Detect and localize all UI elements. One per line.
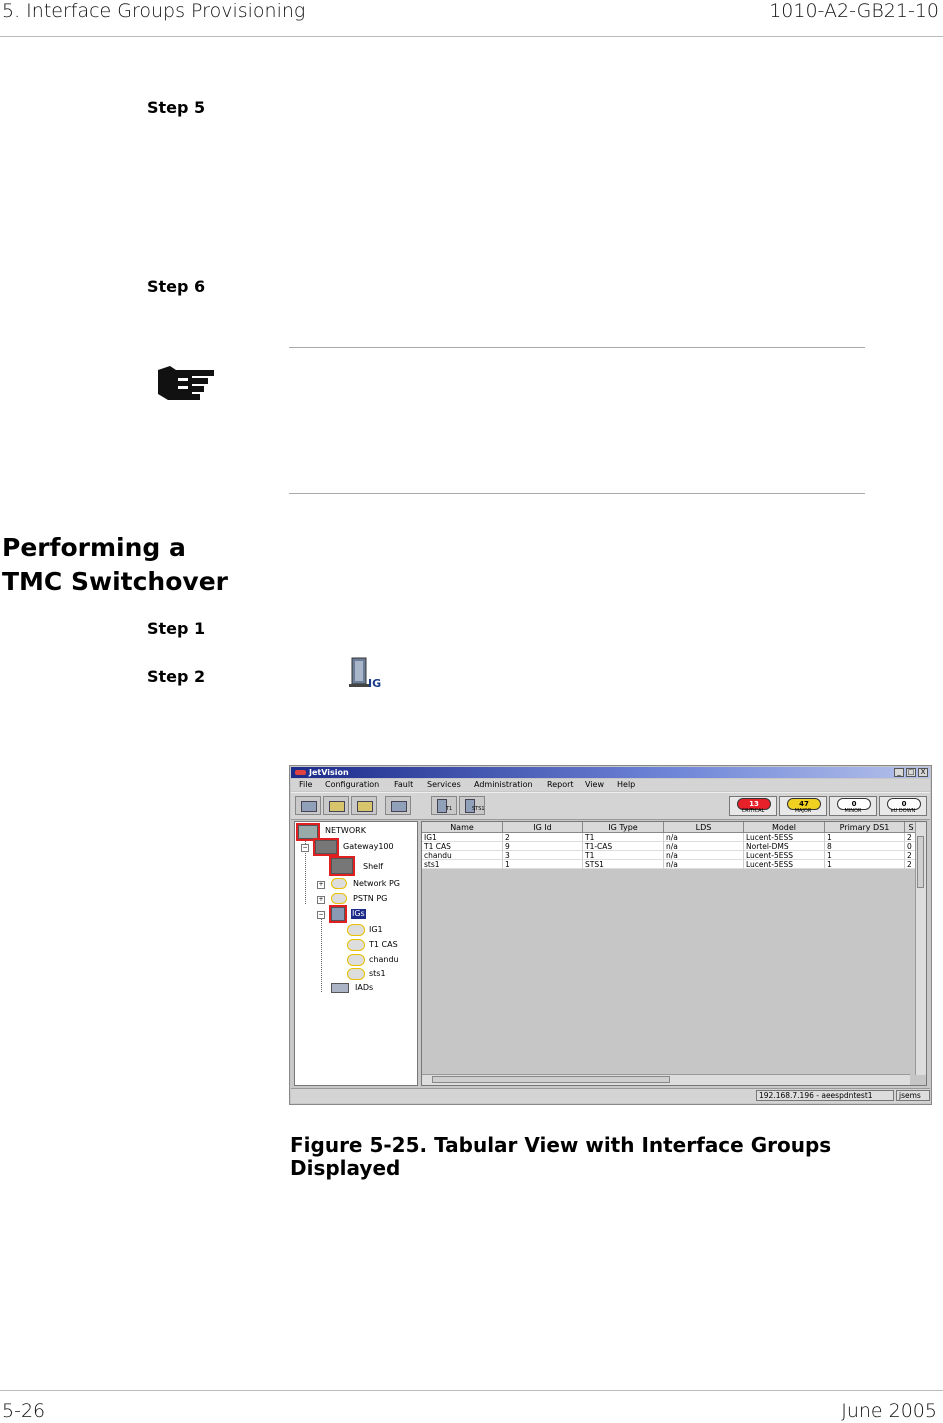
section-heading-line2: TMC Switchover [2, 567, 228, 596]
table-cell[interactable]: T1 CAS [422, 842, 503, 851]
tree-line [321, 912, 322, 992]
interface-groups-table [421, 821, 927, 1086]
maximize-button[interactable]: □ [907, 768, 915, 776]
section-heading-line1: Performing a [2, 533, 186, 562]
collapse-icon[interactable]: − [318, 911, 324, 918]
horizontal-scrollbar[interactable] [422, 1074, 910, 1085]
app-logo-icon [295, 770, 306, 775]
table-cell[interactable]: Lucent-5ESS [744, 833, 825, 842]
table-cell[interactable]: n/a [664, 860, 744, 869]
table-cell[interactable]: T1 [583, 851, 664, 860]
table-cell[interactable]: sts1 [422, 860, 503, 869]
table-cell[interactable]: n/a [664, 851, 744, 860]
column-header-ig-id[interactable]: IG Id [503, 822, 583, 833]
interface-group-icon [347, 656, 385, 690]
window-titlebar [291, 767, 930, 778]
toolbar-sts1-button[interactable] [459, 796, 485, 815]
table-cell[interactable]: 8 [825, 842, 905, 851]
interface-group-icon [347, 954, 365, 966]
interface-group-icon [347, 939, 365, 951]
column-header-model[interactable]: Model [744, 822, 825, 833]
network-icon [298, 825, 318, 839]
running-header-section: 5. Interface Groups Provisioning [2, 0, 306, 22]
alarm-major[interactable] [779, 796, 827, 816]
menu-configuration[interactable]: Configuration [325, 780, 380, 789]
toolbar-open2-button[interactable] [351, 796, 377, 815]
note-bottom-rule [289, 493, 865, 494]
toolbar [291, 792, 930, 820]
toolbar-print-button[interactable] [385, 796, 411, 815]
interface-group-icon [347, 968, 365, 980]
folder-icon [329, 801, 345, 812]
table-cell[interactable]: 2 [905, 833, 918, 842]
scrollbar-thumb[interactable] [432, 1076, 670, 1083]
peer-group-icon [331, 878, 347, 889]
table-cell[interactable]: T1 [583, 833, 664, 842]
figure-caption [290, 1134, 910, 1180]
table-cell[interactable]: 3 [503, 851, 583, 860]
footer-page-number: 5-26 [2, 1400, 46, 1422]
section-heading [2, 531, 228, 599]
table-cell[interactable]: 1 [825, 833, 905, 842]
vertical-scrollbar[interactable] [915, 822, 926, 1075]
table-cell[interactable]: STS1 [583, 860, 664, 869]
tree-node-gateway[interactable]: Gateway100 [343, 842, 394, 851]
folder-icon [357, 801, 373, 812]
scrollbar-thumb[interactable] [917, 836, 924, 888]
table-cell[interactable]: 1 [503, 860, 583, 869]
alarm-minor[interactable] [829, 796, 877, 816]
table-cell[interactable]: IG1 [422, 833, 503, 842]
column-header-s[interactable]: S [905, 822, 918, 833]
alarm-critical[interactable] [729, 796, 777, 816]
table-cell[interactable]: Lucent-5ESS [744, 860, 825, 869]
toolbar-sts1-label: STS1 [472, 806, 485, 812]
shelf-icon [331, 858, 353, 874]
step-1-label: Step 1 [147, 619, 206, 638]
tree-node-iads[interactable]: IADs [355, 983, 374, 992]
menu-view[interactable]: View [585, 780, 604, 789]
ig-folder-icon [331, 907, 345, 921]
step-6-label: Step 6 [147, 277, 206, 296]
tree-node-igs[interactable]: IGs [352, 909, 365, 918]
alarm-major-count: 47 [787, 798, 821, 810]
table-cell[interactable]: 2 [905, 860, 918, 869]
table-cell[interactable]: 0 [905, 842, 918, 851]
menu-help[interactable]: Help [617, 780, 636, 789]
tree-node-pstn-pg[interactable]: PSTN PG [353, 894, 388, 903]
tree-node-chandu[interactable]: chandu [369, 955, 399, 964]
table-cell[interactable]: 2 [905, 851, 918, 860]
table-cell[interactable]: 1 [825, 860, 905, 869]
status-bar [291, 1088, 930, 1103]
jetvision-window [289, 765, 932, 1105]
alarm-eu-down[interactable] [879, 796, 927, 816]
collapse-icon[interactable]: − [302, 844, 308, 851]
alarm-critical-count: 13 [737, 798, 771, 810]
column-header-ig-type[interactable]: IG Type [583, 822, 664, 833]
table-cell[interactable]: chandu [422, 851, 503, 860]
expand-icon[interactable]: + [318, 896, 324, 903]
menu-administration[interactable]: Administration [474, 780, 533, 789]
table-cell[interactable]: 9 [503, 842, 583, 851]
table-cell[interactable]: n/a [664, 842, 744, 851]
figure-caption-line1: Figure 5-25. Tabular View with Interface Groups [290, 1133, 832, 1157]
menu-report[interactable]: Report [547, 780, 574, 789]
toolbar-t1-button[interactable] [431, 796, 457, 815]
tree-node-sts1[interactable]: sts1 [369, 969, 386, 978]
gateway-icon [315, 840, 337, 854]
status-server: 192.168.7.196 - aeespdntest1 [756, 1090, 894, 1101]
toolbar-db-button[interactable] [295, 796, 321, 815]
expand-icon[interactable]: + [318, 881, 324, 888]
alarm-eu-down-count: 0 [887, 798, 921, 810]
status-user: jsems [896, 1090, 930, 1101]
menu-fault[interactable]: Fault [394, 780, 414, 789]
tree-node-network[interactable]: NETWORK [325, 826, 366, 835]
table-cell[interactable]: n/a [664, 833, 744, 842]
table-cell[interactable]: T1-CAS [583, 842, 664, 851]
alarm-major-label: MAJOR [794, 808, 812, 814]
toolbar-t1-label: T1 [446, 806, 453, 812]
alarm-minor-label: MINOR [844, 808, 862, 814]
pointing-hand-icon [152, 362, 218, 402]
column-header-name[interactable]: Name [422, 822, 503, 833]
menu-bar [291, 779, 930, 791]
tree-node-shelf[interactable]: Shelf [363, 862, 384, 871]
header-rule [0, 36, 943, 37]
column-header-lds[interactable]: LDS [664, 822, 744, 833]
window-title: JetVision [309, 768, 349, 777]
tree-node-t1-cas[interactable]: T1 CAS [369, 940, 398, 949]
note-top-rule [289, 347, 865, 348]
menu-services[interactable]: Services [427, 780, 461, 789]
running-header-doc-number: 1010-A2-GB21-10 [769, 0, 939, 22]
alarm-minor-count: 0 [837, 798, 871, 810]
toolbar-open-button[interactable] [323, 796, 349, 815]
step-2-label: Step 2 [147, 667, 206, 686]
table-cell[interactable]: Nortel-DMS [744, 842, 825, 851]
ig-icon-label: IG [368, 677, 382, 690]
table-cell[interactable]: 1 [825, 851, 905, 860]
step-5-label: Step 5 [147, 98, 206, 117]
close-button[interactable]: X [918, 768, 928, 777]
figure-caption-line2: Displayed [290, 1156, 401, 1180]
minimize-button[interactable]: _ [894, 768, 904, 777]
peer-group-icon [331, 893, 347, 904]
alarm-critical-label: CRITICAL [741, 808, 765, 814]
footer-date: June 2005 [841, 1400, 937, 1422]
tree-node-network-pg[interactable]: Network PG [353, 879, 400, 888]
table-cell[interactable]: 2 [503, 833, 583, 842]
footer-rule [0, 1390, 943, 1391]
alarm-eu-down-label: eU DOWN [890, 808, 916, 814]
tree-node-ig1[interactable]: IG1 [369, 925, 383, 934]
printer-icon [391, 801, 407, 812]
database-icon [301, 801, 317, 812]
interface-group-icon [347, 924, 365, 936]
menu-file[interactable]: File [299, 780, 313, 789]
column-header-primary-ds1[interactable]: Primary DS1 [825, 822, 905, 833]
table-cell[interactable]: Lucent-5ESS [744, 851, 825, 860]
iad-icon [331, 983, 349, 993]
network-tree [294, 821, 418, 1086]
